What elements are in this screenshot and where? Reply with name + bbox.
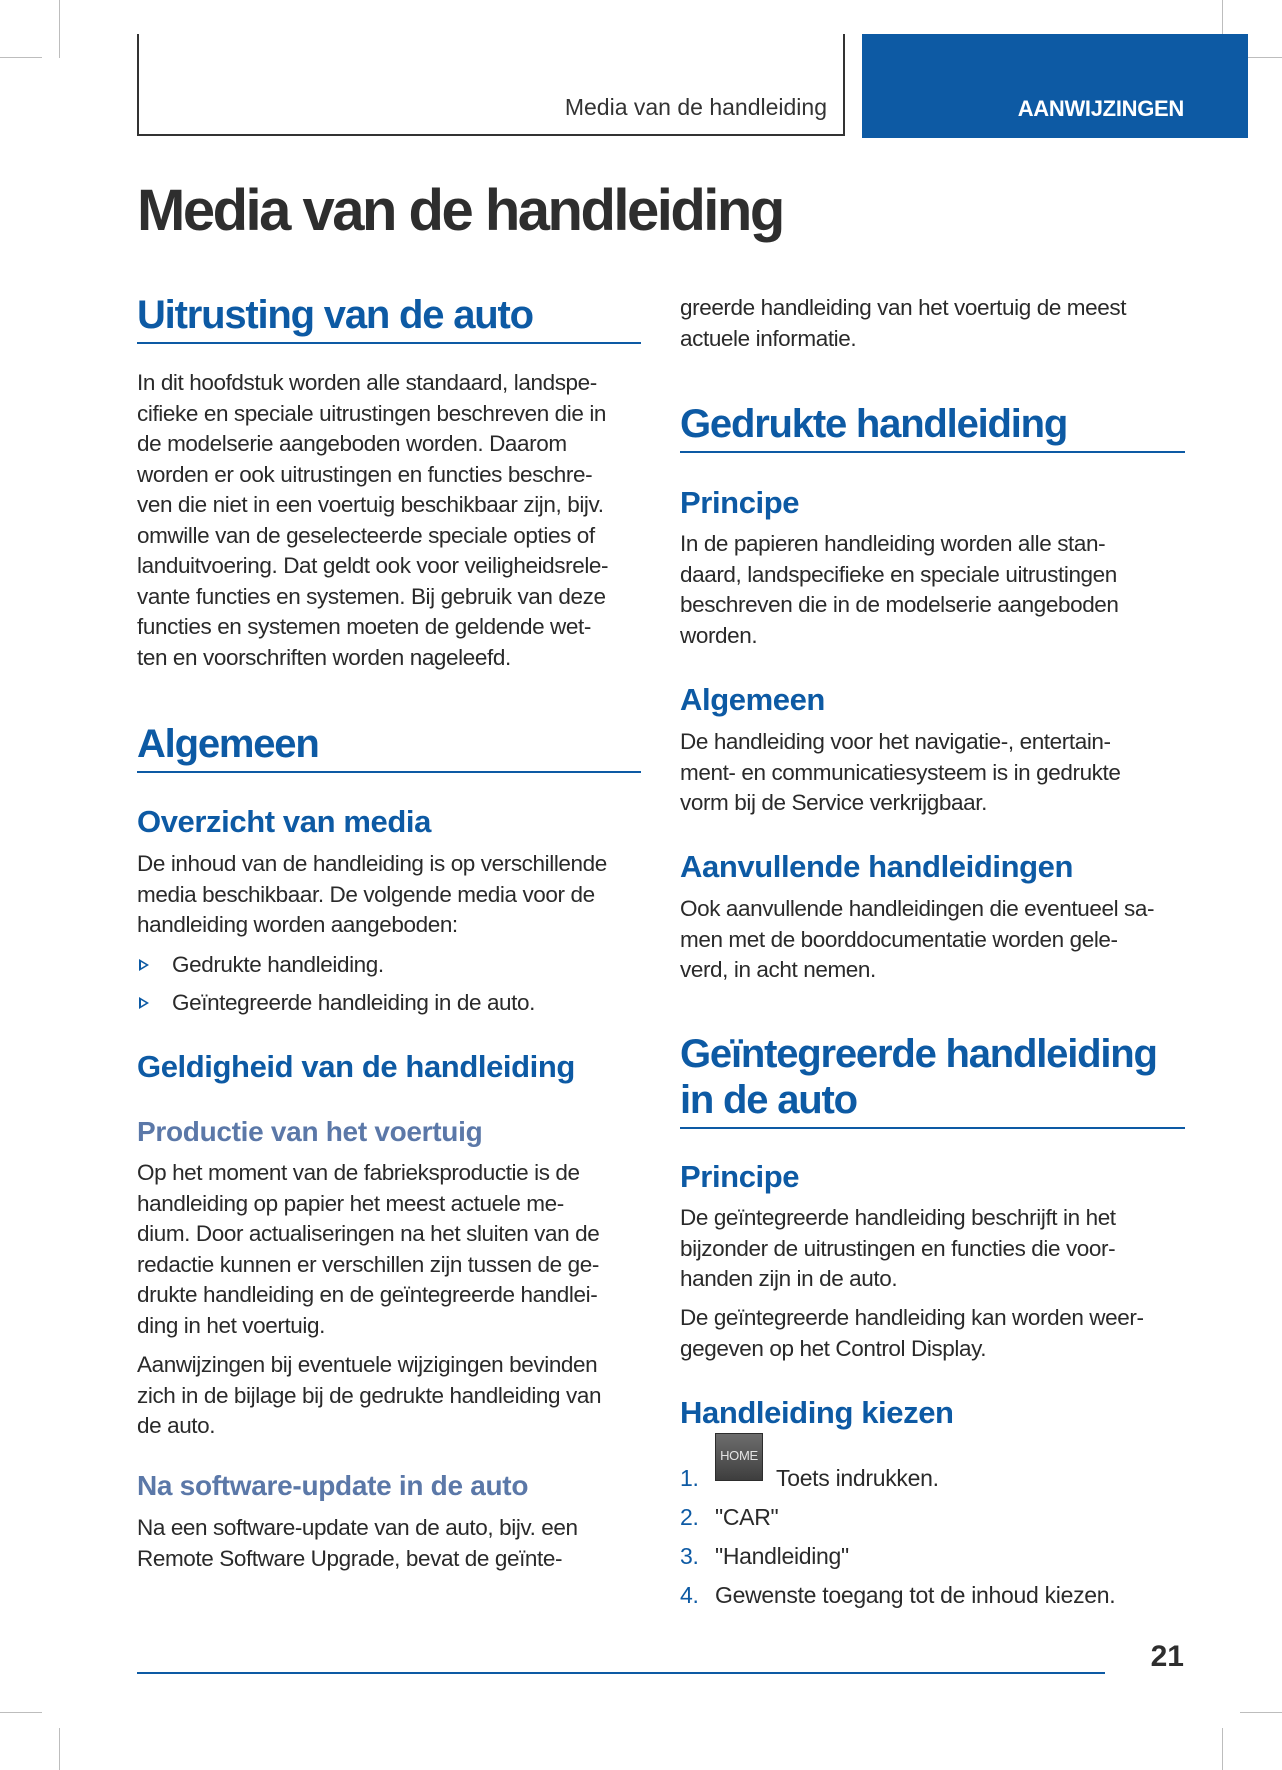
text-line: media beschikbaar. De volgende media voor de (137, 881, 595, 907)
chapter-tab (862, 34, 1248, 138)
text-line: ten en voorschriften worden nageleefd. (137, 644, 511, 670)
heading-principle: Principe (680, 485, 800, 520)
text-line: daard, landspecifieke en speciale uitrustingen (680, 561, 1117, 587)
software-paragraph (137, 1513, 641, 1574)
step-text: "CAR" (715, 1504, 779, 1530)
text-line: cifieke en speciale uitrustingen beschreven die in (137, 400, 607, 426)
continued-paragraph (680, 293, 1185, 354)
text-line: Na een software-update van de auto, bijv. een (137, 1515, 578, 1540)
heading-production: Productie van het voertuig (137, 1116, 483, 1147)
home-button-icon: HOME (715, 1433, 763, 1481)
text-line: landuitvoering. Dat geldt ook voor veiligheidsrele- (137, 553, 609, 578)
step-number: 1. (680, 1465, 699, 1491)
heading-printed-manual: Gedrukte handleiding (680, 401, 1185, 453)
heading-general: Algemeen (137, 721, 641, 773)
text-line: verd, in acht nemen. (680, 957, 876, 982)
crop-mark (1240, 1712, 1282, 1713)
text-line: Ook aanvullende handleidingen die eventueel sa- (680, 896, 1155, 921)
heading-media-overview: Overzicht van media (137, 804, 431, 839)
page-number: 21 (1150, 1640, 1184, 1673)
supplementary-paragraph (680, 894, 1185, 986)
changes-paragraph (137, 1350, 641, 1442)
equipment-paragraph (137, 368, 641, 673)
text-line: Remote Software Upgrade, bevat de geïnte- (137, 1545, 563, 1571)
header-section-title: Media van de handleiding (564, 94, 827, 120)
crop-mark (0, 1712, 42, 1713)
text-line: functies en systemen moeten de geldende wet- (137, 614, 591, 639)
printed-general-paragraph (680, 727, 1185, 819)
heading-choose-manual: Handleiding kiezen (680, 1395, 954, 1430)
footer-rule (137, 1672, 1105, 1674)
text-line: handleiding worden aangeboden: (137, 912, 458, 937)
triangle-bullet-icon (139, 959, 149, 971)
step-number: 2. (680, 1504, 699, 1530)
heading-validity: Geldigheid van de handleiding (137, 1049, 575, 1084)
text-line: worden er ook uitrustingen en functies beschre- (137, 461, 593, 487)
text-line: omwille van de geselecteerde speciale opties of (137, 522, 595, 548)
crop-mark (59, 1728, 60, 1770)
text-line: vante functies en systemen. Bij gebruik van deze (137, 583, 606, 609)
step-text: "Handleiding" (715, 1543, 849, 1569)
overview-paragraph (137, 849, 641, 941)
text-line: gegeven op het Control Display. (680, 1335, 987, 1361)
text-line: men met de boorddocumentatie worden gele- (680, 926, 1118, 952)
text-line: beschreven die in de modelserie aangeboden (680, 592, 1119, 617)
text-line: zich in de bijlage bij de gedrukte handleiding van (137, 1382, 602, 1408)
text-line: ding in het voertuig. (137, 1312, 325, 1338)
step-number: 4. (680, 1582, 699, 1608)
heading-supplementary: Aanvullende handleidingen (680, 849, 1074, 884)
text-line: De inhoud van de handleiding is op verschillende (137, 851, 607, 876)
text-line: ment- en communicatiesysteem is in gedrukte (680, 759, 1121, 785)
text-line: In de papieren handleiding worden alle stan- (680, 531, 1106, 556)
text-line: bijzonder de uitrustingen en functies die voor- (680, 1235, 1116, 1261)
text-line: actuele informatie. (680, 325, 857, 351)
heading-integrated-manual (680, 1031, 1185, 1129)
crop-mark (1222, 1728, 1223, 1770)
production-paragraph (137, 1158, 641, 1341)
page-title: Media van de handleiding (137, 178, 783, 243)
heading-equipment: Uitrusting van de auto (137, 292, 641, 344)
heading-line: Geïntegreerde handleiding (680, 1032, 1157, 1076)
integrated-principle-paragraph (680, 1203, 1185, 1295)
text-line: greerde handleiding van het voertuig de meest (680, 295, 1127, 320)
running-header (137, 34, 845, 136)
heading-line: in de auto (680, 1078, 857, 1122)
text-line: drukte handleiding en de geïntegreerde handlei- (137, 1282, 598, 1307)
printed-principle-paragraph (680, 529, 1185, 651)
text-line: De geïntegreerde handleiding beschrijft in het (680, 1205, 1116, 1230)
text-line: de auto. (137, 1413, 216, 1438)
crop-mark (59, 0, 60, 58)
crop-mark (0, 57, 42, 58)
step-number: 3. (680, 1543, 699, 1569)
triangle-bullet-icon (139, 997, 149, 1009)
text-line: de modelserie aangeboden worden. Daarom (137, 431, 567, 456)
text-line: In dit hoofdstuk worden alle standaard, landspe- (137, 370, 597, 395)
heading-software-update: Na software-update in de auto (137, 1470, 529, 1501)
text-line: redactie kunnen er verschillen zijn tussen de ge- (137, 1251, 599, 1277)
text-line: Op het moment van de fabrieksproductie is de (137, 1160, 580, 1185)
text-line: De geïntegreerde handleiding kan worden weer- (680, 1305, 1144, 1330)
text-line: dium. Door actualiseringen na het sluiten van de (137, 1221, 600, 1246)
step-text: Toets indrukken. (776, 1465, 939, 1491)
text-line: De handleiding voor het navigatie-, entertain- (680, 729, 1111, 754)
text-line: vorm bij de Service verkrijgbaar. (680, 790, 987, 815)
text-line: handleiding op papier het meest actuele me- (137, 1190, 564, 1216)
text-line: handen zijn in de auto. (680, 1266, 898, 1291)
text-line: worden. (680, 622, 758, 648)
display-paragraph (680, 1303, 1185, 1364)
heading-general-printed: Algemeen (680, 682, 825, 717)
chapter-tab-label: AANWIJZINGEN (1017, 96, 1184, 121)
step-text: Gewenste toegang tot de inhoud kiezen. (715, 1582, 1116, 1608)
text-line: Aanwijzingen bij eventuele wijzigingen bevinden (137, 1352, 598, 1377)
text-line: ven die niet in een voertuig beschikbaar zijn, bijv. (137, 492, 604, 517)
heading-principle-integrated: Principe (680, 1159, 800, 1194)
